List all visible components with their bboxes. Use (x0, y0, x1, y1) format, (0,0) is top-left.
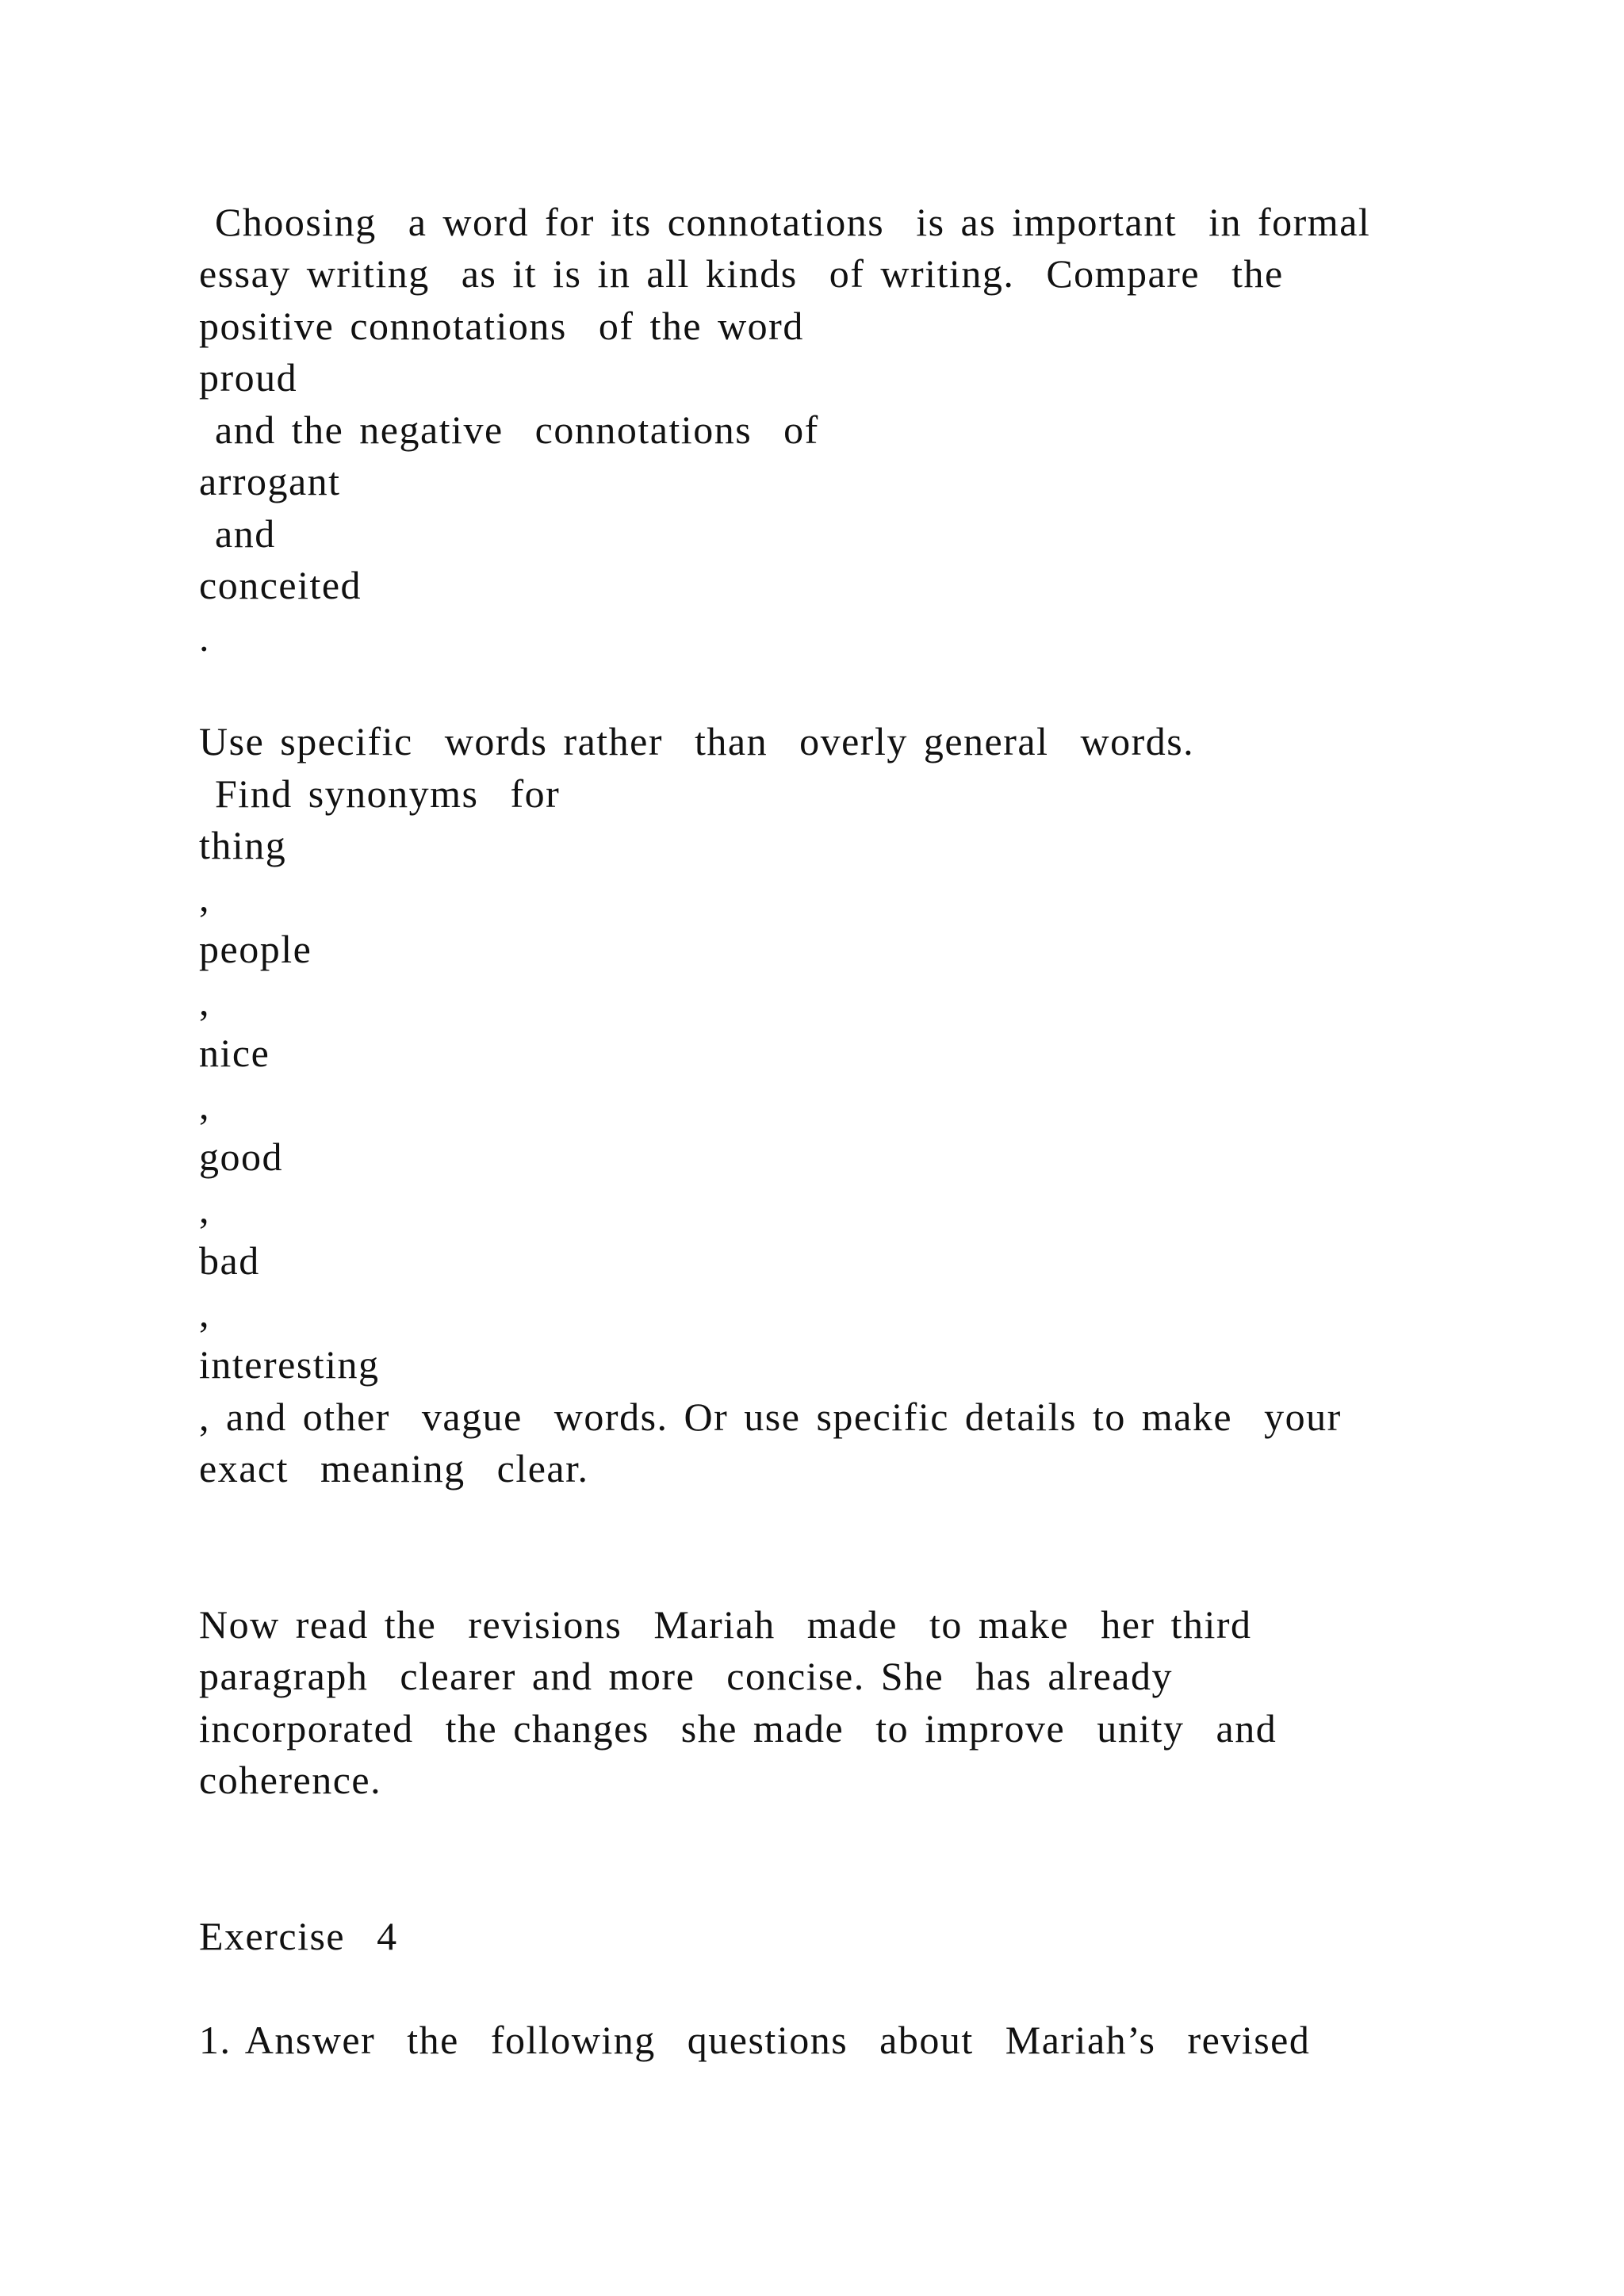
text-line: proud (199, 355, 298, 400)
text-line: arrogant (199, 459, 341, 503)
text-line: , (199, 1083, 210, 1127)
text-line: , (199, 1187, 210, 1231)
text-line: interesting (199, 1342, 380, 1387)
text-line: Use specific words rather than overly general words. (199, 719, 1195, 763)
text-line: , (199, 1291, 210, 1335)
text-line: , and other vague words. Or use specific details to make your (199, 1395, 1342, 1439)
text-line: and (199, 511, 276, 556)
exercise-heading: Exercise 4 (199, 1914, 398, 1958)
text-line: , (199, 875, 210, 920)
text-line: bad (199, 1238, 260, 1283)
text-line: Find synonyms for (199, 771, 561, 816)
text-line: , (199, 979, 210, 1024)
text-line: people (199, 927, 312, 971)
text-line: essay writing as it is in all kinds of writing. Compare the (199, 251, 1284, 296)
text-line: Choosing a word for its connotations is as important in formal (199, 200, 1371, 244)
text-line: paragraph clearer and more concise. She has already (199, 1654, 1173, 1698)
text-line: positive connotations of the word (199, 304, 804, 348)
text-line: coherence. (199, 1758, 382, 1802)
text-line: exact meaning clear. (199, 1446, 589, 1490)
text-line: good (199, 1135, 283, 1179)
text-line: Now read the revisions Mariah made to make her third (199, 1602, 1252, 1647)
text-line: conceited (199, 563, 362, 607)
text-line: and the negative connotations of (199, 408, 819, 452)
text-line: thing (199, 823, 287, 867)
text-line: nice (199, 1031, 270, 1075)
text-line: incorporated the changes she made to improve unity and (199, 1706, 1277, 1751)
text-line: . (199, 615, 210, 660)
text-line: 1. Answer the following questions about Mariah’s revised (199, 2018, 1311, 2062)
